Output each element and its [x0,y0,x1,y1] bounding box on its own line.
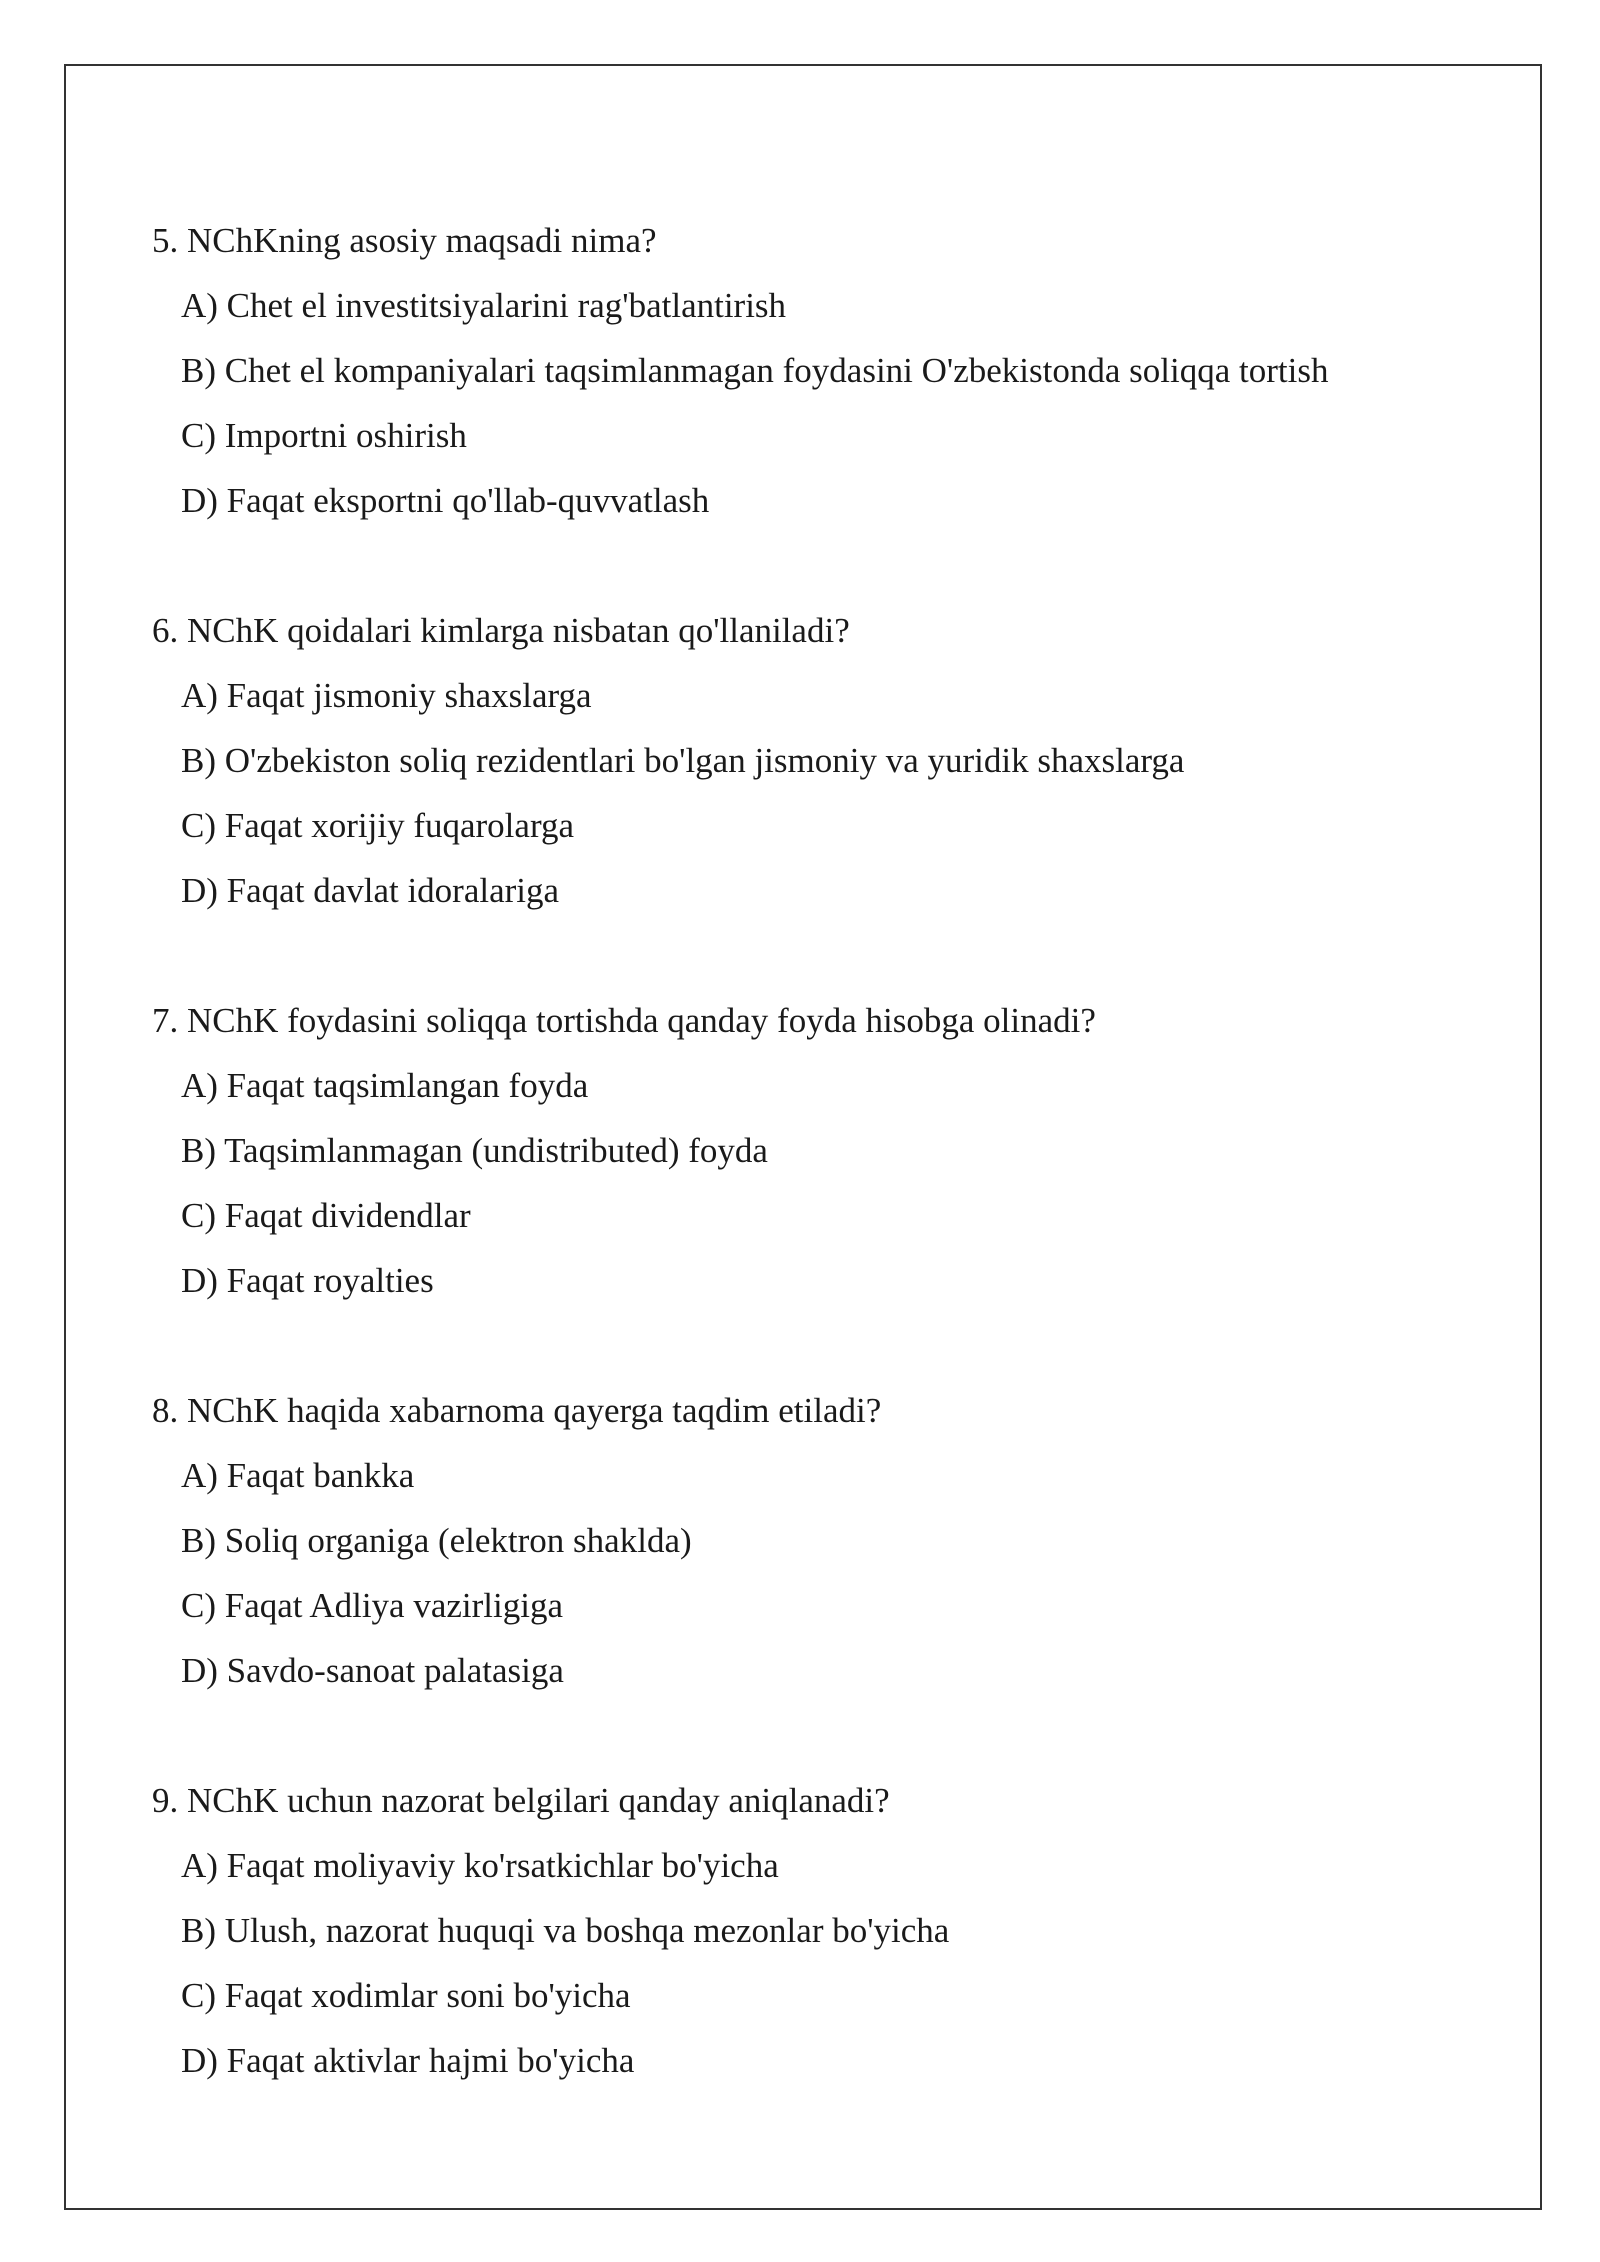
option-b: B) Chet el kompaniyalari taqsimlanmagan foydasini O'zbekistonda soliqqa tortish [181,351,1329,390]
question-list [152,208,1512,2158]
question-7 [152,988,1512,1313]
option-c: C) Faqat xorijiy fuqarolarga [181,806,574,845]
question-text: 7. NChK foydasini soliqqa tortishda qanday foyda hisobga olinadi? [152,1001,1096,1040]
option-d: D) Faqat royalties [181,1261,434,1300]
question-8 [152,1378,1512,1703]
option-d: D) Savdo-sanoat palatasiga [181,1651,564,1690]
question-text: 5. NChKning asosiy maqsadi nima? [152,221,657,260]
option-d: D) Faqat eksportni qo'llab-quvvatlash [181,481,710,520]
option-b: B) Soliq organiga (elektron shaklda) [181,1521,692,1560]
option-c: C) Faqat dividendlar [181,1196,471,1235]
option-c: C) Importni oshirish [181,416,467,455]
question-text: 9. NChK uchun nazorat belgilari qanday aniqlanadi? [152,1781,890,1820]
option-a: A) Faqat bankka [181,1456,415,1495]
option-d: D) Faqat aktivlar hajmi bo'yicha [181,2041,635,2080]
option-c: C) Faqat xodimlar soni bo'yicha [181,1976,631,2015]
option-b: B) Ulush, nazorat huquqi va boshqa mezonlar bo'yicha [181,1911,950,1950]
option-a: A) Faqat jismoniy shaxslarga [181,676,592,715]
question-text: 8. NChK haqida xabarnoma qayerga taqdim etiladi? [152,1391,882,1430]
option-b: B) O'zbekiston soliq rezidentlari bo'lgan jismoniy va yuridik shaxslarga [181,741,1185,780]
option-a: A) Faqat taqsimlangan foyda [181,1066,589,1105]
option-a: A) Faqat moliyaviy ko'rsatkichlar bo'yicha [181,1846,779,1885]
question-6 [152,598,1512,923]
question-text: 6. NChK qoidalari kimlarga nisbatan qo'llaniladi? [152,611,850,650]
question-5 [152,208,1512,533]
option-c: C) Faqat Adliya vazirligiga [181,1586,563,1625]
question-9 [152,1768,1512,2093]
option-d: D) Faqat davlat idoralariga [181,871,560,910]
option-b: B) Taqsimlanmagan (undistributed) foyda [181,1131,768,1170]
option-a: A) Chet el investitsiyalarini rag'batlantirish [181,286,787,325]
